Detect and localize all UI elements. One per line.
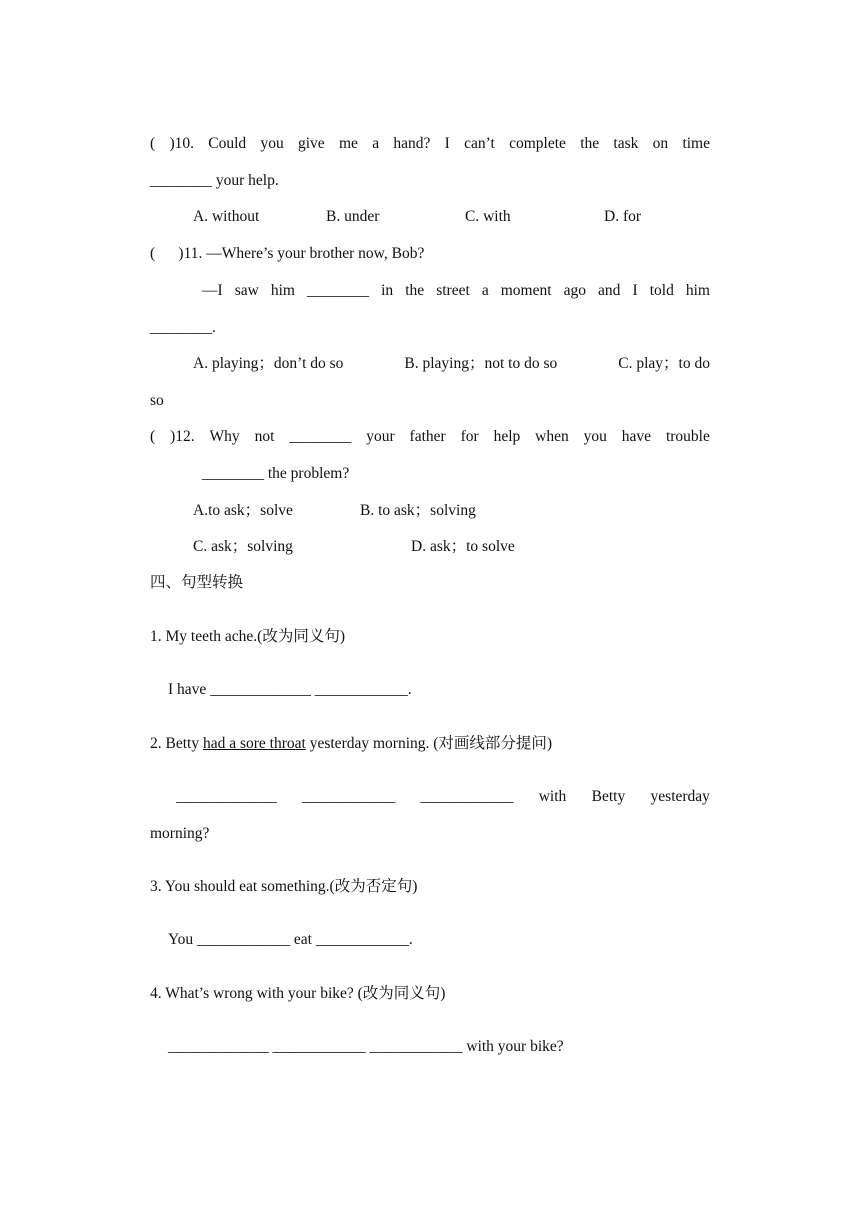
q10-w0: ( xyxy=(150,135,156,152)
q12-w10: you xyxy=(583,428,607,445)
q10-w2: Could xyxy=(208,135,247,152)
q11-w10: and xyxy=(598,282,621,299)
item-2-answer-wrap: morning? xyxy=(150,825,210,842)
q10-w4: give xyxy=(298,135,325,152)
q10-w9: can’t xyxy=(464,135,495,152)
q12-w0: ( xyxy=(150,428,156,445)
q11-w9: ago xyxy=(563,282,586,299)
q12-option-a: A.to ask；solve xyxy=(193,502,293,519)
q11-w2: him xyxy=(270,282,295,299)
q12-w3: not xyxy=(254,428,275,445)
q12-w4: ________ xyxy=(289,428,352,445)
q10-w14: time xyxy=(682,135,710,152)
q11-w13: him xyxy=(685,282,710,299)
item-1-answer: I have _____________ ____________. xyxy=(168,681,412,698)
q10-option-d: D. for xyxy=(604,208,642,225)
q12-w5: your xyxy=(366,428,395,445)
q10-w7: hand? xyxy=(393,135,431,152)
item-2-prompt-after: yesterday morning. (对画线部分提问) xyxy=(305,735,553,752)
q12-w11: have xyxy=(621,428,652,445)
q12-option-c: C. ask；solving xyxy=(193,538,293,555)
q12-w7: for xyxy=(460,428,479,445)
q10-option-b: B. under xyxy=(326,208,380,225)
q10-w6: a xyxy=(372,135,380,152)
item-2-blank-3: ____________ xyxy=(420,788,514,805)
section-heading: 四、句型转换 xyxy=(150,574,244,591)
q11-line2 xyxy=(202,281,710,301)
q11-line3: ________. xyxy=(150,319,216,336)
q11-w0: —I xyxy=(202,282,223,299)
item-2-word-betty: Betty xyxy=(591,788,626,805)
q10-w12: task xyxy=(613,135,639,152)
item-3-prompt: 3. You should eat something.(改为否定句) xyxy=(150,878,418,895)
q10-w8: I xyxy=(444,135,450,152)
q11-w6: street xyxy=(436,282,470,299)
item-2-underlined-phrase: had a sore throat xyxy=(202,735,306,752)
q10-w1: )10. xyxy=(169,135,194,152)
q10-w13: on xyxy=(652,135,669,152)
q11-option-b: B. playing；not to do so xyxy=(404,355,558,372)
item-4-answer: _____________ ____________ ____________ with your bike? xyxy=(168,1038,564,1055)
q11-w7: a xyxy=(481,282,489,299)
q12-line1 xyxy=(150,427,710,447)
item-4-prompt: 4. What’s wrong with your bike? (改为同义句) xyxy=(150,985,446,1002)
q12-w2: Why xyxy=(209,428,240,445)
q11-options-wrap: so xyxy=(150,392,164,409)
item-1-prompt: 1. My teeth ache.(改为同义句) xyxy=(150,628,345,645)
q12-line2: ________ the problem? xyxy=(202,465,350,482)
q10-line1 xyxy=(150,134,710,154)
q12-option-d: D. ask；to solve xyxy=(411,538,515,555)
q10-w3: you xyxy=(260,135,284,152)
q12-option-b: B. to ask；solving xyxy=(360,502,476,519)
q10-line2: ________ your help. xyxy=(150,172,279,189)
q12-w6: father xyxy=(409,428,446,445)
item-2-word-yesterday: yesterday xyxy=(650,788,710,805)
q12-w1: )12. xyxy=(170,428,195,445)
q11-w4: in xyxy=(381,282,394,299)
q12-w8: help xyxy=(493,428,521,445)
item-2-blank-2: ____________ xyxy=(302,788,396,805)
q11-options xyxy=(193,354,710,374)
q11-w3: ________ xyxy=(307,282,370,299)
q11-option-c: C. play；to do xyxy=(618,355,710,372)
q11-w1: saw xyxy=(234,282,259,299)
item-2-prompt xyxy=(150,734,552,754)
q10-w10: complete xyxy=(509,135,566,152)
q11-option-a: A. playing；don’t do so xyxy=(193,355,344,372)
q10-option-c: C. with xyxy=(465,208,511,225)
item-2-word-with: with xyxy=(538,788,567,805)
q10-w11: the xyxy=(580,135,600,152)
q10-option-a: A. without xyxy=(193,208,260,225)
item-2-blank-1: _____________ xyxy=(176,788,277,805)
q12-w12: trouble xyxy=(665,428,710,445)
q11-w11: I xyxy=(632,282,638,299)
item-2-prompt-before: 2. Betty xyxy=(150,735,203,752)
item-2-answer xyxy=(176,787,710,807)
q12-w9: when xyxy=(535,428,569,445)
q11-w12: told xyxy=(649,282,674,299)
q11-line1: ( )11. —Where’s your brother now, Bob? xyxy=(150,245,425,262)
q11-w5: the xyxy=(405,282,425,299)
item-3-answer: You ____________ eat ____________. xyxy=(168,931,413,948)
q10-w5: me xyxy=(338,135,358,152)
q11-w8: moment xyxy=(500,282,552,299)
